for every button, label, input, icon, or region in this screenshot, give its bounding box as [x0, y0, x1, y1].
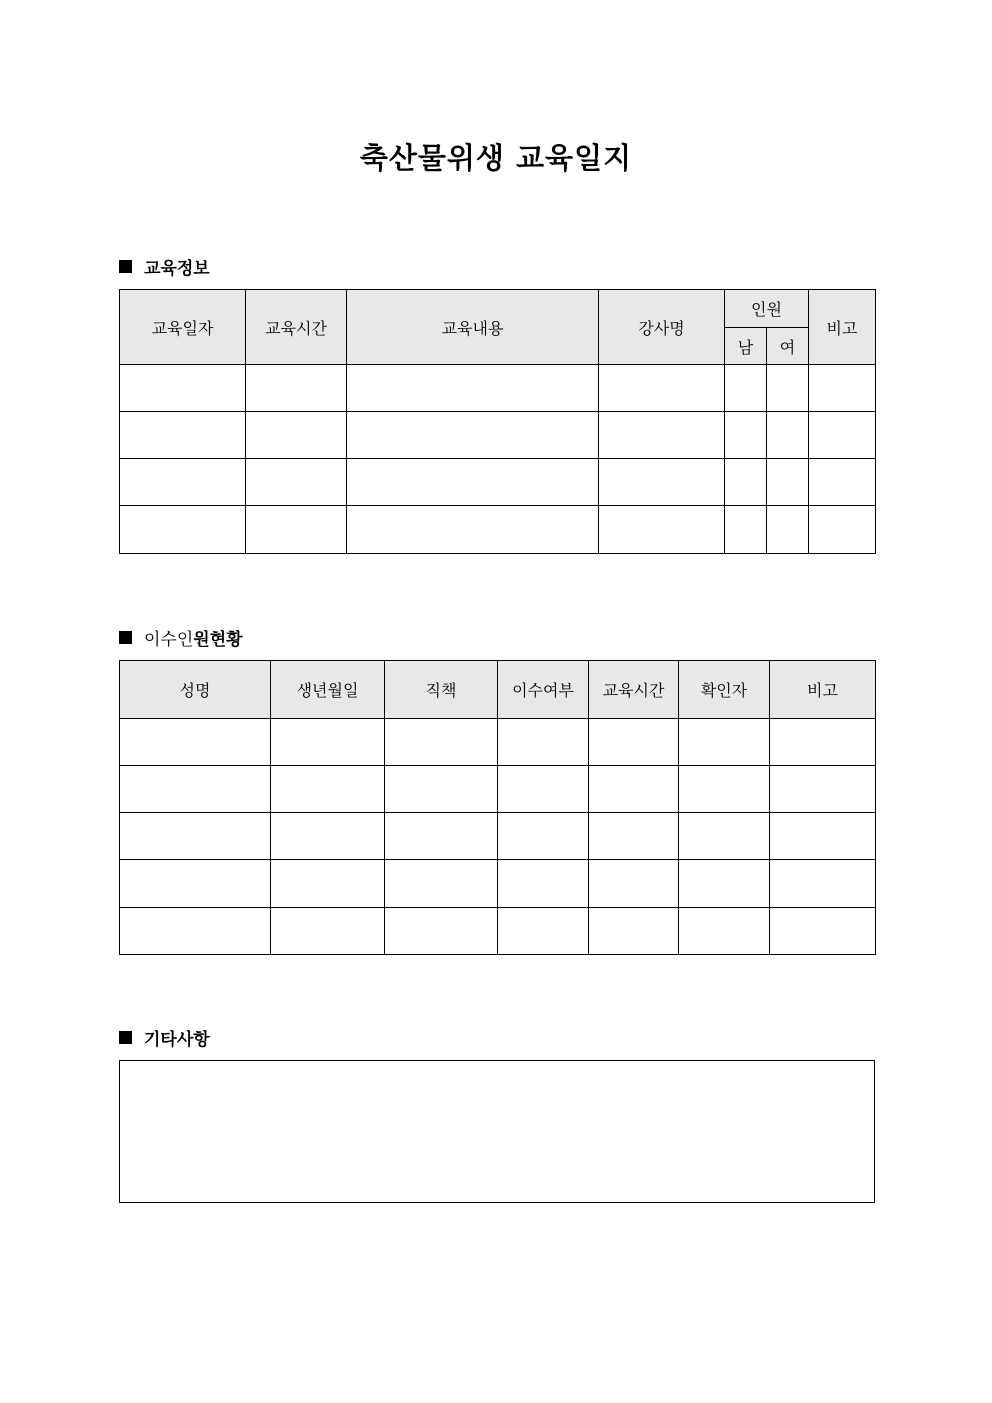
page-title: 축산물위생 교육일지: [359, 141, 633, 175]
cell-birthdate[interactable]: [271, 813, 385, 860]
cell-female[interactable]: [767, 412, 809, 459]
cell-name[interactable]: [120, 908, 271, 955]
table-row: [120, 719, 876, 766]
cell-male[interactable]: [725, 365, 767, 412]
cell-training-hours[interactable]: [589, 908, 679, 955]
cell-training-hours[interactable]: [589, 719, 679, 766]
cell-note[interactable]: [809, 412, 876, 459]
table-row: [120, 766, 876, 813]
cell-note[interactable]: [809, 459, 876, 506]
cell-position[interactable]: [385, 860, 498, 908]
cell-note[interactable]: [770, 813, 876, 860]
square-bullet-icon: [119, 1031, 132, 1044]
table-row: [120, 365, 876, 412]
cell-instructor[interactable]: [599, 459, 725, 506]
cell-instructor[interactable]: [599, 412, 725, 459]
cell-female[interactable]: [767, 365, 809, 412]
cell-note[interactable]: [770, 719, 876, 766]
cell-birthdate[interactable]: [271, 766, 385, 813]
cell-completion[interactable]: [498, 908, 589, 955]
header-position: 직책: [385, 661, 498, 719]
header-note: 비고: [809, 290, 876, 365]
cell-position[interactable]: [385, 719, 498, 766]
header-verifier: 확인자: [679, 661, 770, 719]
cell-birthdate[interactable]: [271, 860, 385, 908]
attendees-table: [119, 660, 876, 955]
section-heading-education-info: [119, 254, 210, 279]
cell-time[interactable]: [246, 365, 347, 412]
cell-position[interactable]: [385, 766, 498, 813]
header-personnel: 인원: [725, 290, 809, 328]
table-row: [120, 860, 876, 908]
cell-time[interactable]: [246, 459, 347, 506]
cell-male[interactable]: [725, 506, 767, 554]
cell-content[interactable]: [347, 412, 599, 459]
section-heading-other: [119, 1025, 210, 1050]
cell-note[interactable]: [770, 860, 876, 908]
cell-content[interactable]: [347, 459, 599, 506]
cell-verifier[interactable]: [679, 813, 770, 860]
cell-name[interactable]: [120, 813, 271, 860]
header-date: 교육일자: [120, 290, 246, 365]
cell-male[interactable]: [725, 459, 767, 506]
cell-date[interactable]: [120, 506, 246, 554]
education-info-table: [119, 289, 876, 554]
section-heading-attendees: [119, 625, 243, 650]
cell-name[interactable]: [120, 860, 271, 908]
cell-name[interactable]: [120, 766, 271, 813]
header-training-hours: 교육시간: [589, 661, 679, 719]
cell-female[interactable]: [767, 459, 809, 506]
table-row: [120, 908, 876, 955]
square-bullet-icon: [119, 260, 132, 273]
cell-date[interactable]: [120, 459, 246, 506]
cell-female[interactable]: [767, 506, 809, 554]
table-row: [120, 506, 876, 554]
header-content: 교육내용: [347, 290, 599, 365]
cell-instructor[interactable]: [599, 506, 725, 554]
cell-verifier[interactable]: [679, 766, 770, 813]
section-heading-label: 교육정보: [144, 259, 210, 279]
cell-note[interactable]: [809, 506, 876, 554]
cell-content[interactable]: [347, 506, 599, 554]
cell-completion[interactable]: [498, 766, 589, 813]
cell-time[interactable]: [246, 506, 347, 554]
cell-position[interactable]: [385, 908, 498, 955]
cell-date[interactable]: [120, 365, 246, 412]
cell-note[interactable]: [770, 908, 876, 955]
cell-completion[interactable]: [498, 813, 589, 860]
table-row: [120, 813, 876, 860]
cell-training-hours[interactable]: [589, 860, 679, 908]
cell-male[interactable]: [725, 412, 767, 459]
square-bullet-icon: [119, 631, 132, 644]
header-time: 교육시간: [246, 290, 347, 365]
cell-verifier[interactable]: [679, 908, 770, 955]
cell-birthdate[interactable]: [271, 908, 385, 955]
header-name: 성명: [120, 661, 271, 719]
cell-completion[interactable]: [498, 860, 589, 908]
cell-note[interactable]: [770, 766, 876, 813]
header-instructor: 강사명: [599, 290, 725, 365]
cell-completion[interactable]: [498, 719, 589, 766]
table-row: [120, 412, 876, 459]
header-female: 여: [767, 328, 809, 365]
cell-name[interactable]: [120, 719, 271, 766]
cell-time[interactable]: [246, 412, 347, 459]
cell-instructor[interactable]: [599, 365, 725, 412]
cell-verifier[interactable]: [679, 860, 770, 908]
cell-birthdate[interactable]: [271, 719, 385, 766]
cell-position[interactable]: [385, 813, 498, 860]
section-heading-light: 이수인: [144, 630, 194, 650]
section-heading-label: 기타사항: [144, 1030, 210, 1050]
cell-training-hours[interactable]: [589, 766, 679, 813]
cell-content[interactable]: [347, 365, 599, 412]
other-notes-box[interactable]: [119, 1060, 875, 1203]
header-completion: 이수여부: [498, 661, 589, 719]
cell-note[interactable]: [809, 365, 876, 412]
header-male: 남: [725, 328, 767, 365]
section-heading-bold: 원현황: [193, 630, 243, 650]
cell-date[interactable]: [120, 412, 246, 459]
table-row: [120, 459, 876, 506]
cell-training-hours[interactable]: [589, 813, 679, 860]
cell-verifier[interactable]: [679, 719, 770, 766]
header-note: 비고: [770, 661, 876, 719]
header-birthdate: 생년월일: [271, 661, 385, 719]
